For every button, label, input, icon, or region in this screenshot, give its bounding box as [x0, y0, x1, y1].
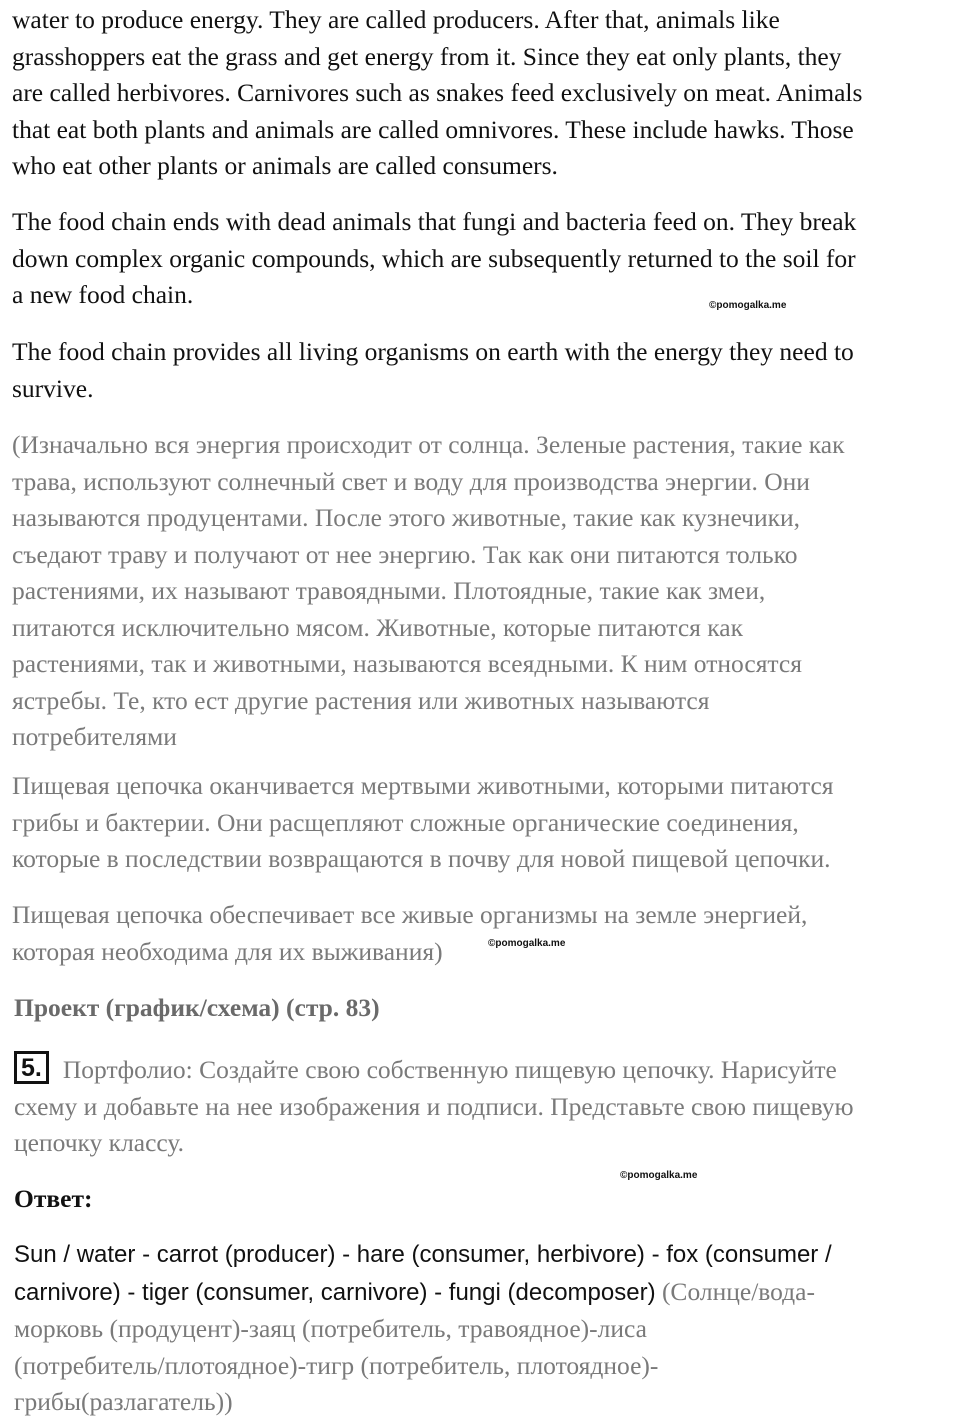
- text-line: Пищевая цепочка оканчивается мертвыми животными, которыми питаются: [12, 771, 834, 800]
- text-line: растениями, их называют травоядными. Плотоядные, такие как змеи,: [12, 576, 766, 605]
- russian-paragraph-3: [12, 897, 807, 970]
- english-paragraph-2: [12, 204, 856, 314]
- text-line: water to produce energy. They are called producers. After that, animals like: [12, 5, 780, 34]
- text-line: grasshoppers eat the grass and get energy from it. Since they eat only plants, they: [12, 41, 842, 71]
- answer-line: (потребитель/плотоядное)-тигр (потребитель, плотоядное)-: [14, 1350, 659, 1380]
- task-line: цепочку классу.: [14, 1128, 184, 1157]
- watermark: ©pomogalka.me: [620, 1170, 698, 1181]
- task-line: [14, 1051, 854, 1089]
- text-line: которая необходима для их выживания): [12, 936, 443, 966]
- answer-line: грибы(разлагатель)): [14, 1387, 233, 1416]
- answer-block: [14, 1236, 944, 1421]
- text-line: съедают траву и получают от нее энергию. Так как они питаются только: [12, 539, 798, 569]
- text-line: которые в последствии возвращаются в почву для новой пищевой цепочки.: [12, 844, 831, 873]
- project-heading: Проект (график/схема) (стр. 83): [14, 993, 380, 1022]
- answer-line: [14, 1273, 944, 1311]
- text-line: грибы и бактерии. Они расщепляют сложные органические соединения,: [12, 807, 799, 837]
- text-line: (Изначально вся энергия происходит от солнца. Зеленые растения, такие как: [12, 430, 845, 459]
- text-line: ястребы. Те, кто ест другие растения или животных называются: [12, 685, 710, 715]
- text-line: The food chain ends with dead animals that fungi and bacteria feed on. They break: [12, 207, 857, 236]
- watermark: ©pomogalka.me: [709, 300, 787, 311]
- task-text: Портфолио: Создайте свою собственную пищевую цепочку. Нарисуйте: [62, 1055, 837, 1084]
- watermark: ©pomogalka.me: [488, 938, 566, 949]
- task-number-badge: 5.: [14, 1051, 49, 1084]
- task-5: [14, 1051, 854, 1162]
- text-line: трава, используют солнечный свет и воду для производства энергии. Они: [12, 466, 810, 496]
- russian-paragraph-2: [12, 768, 834, 878]
- text-line: who eat other plants or animals are called consumers.: [12, 151, 558, 180]
- answer-line: Sun / water - carrot (producer) - hare (consumer, herbivore) - fox (consumer /: [14, 1241, 832, 1268]
- answer-line: морковь (продуцент)-заяц (потребитель, травоядное)-лиса: [14, 1314, 647, 1343]
- text-line: растениями, так и животными, называются всеядными. К ним относятся: [12, 649, 802, 678]
- text-line: Пищевая цепочка обеспечивает все живые организмы на земле энергией,: [12, 900, 808, 929]
- answer-label: Ответ:: [14, 1184, 93, 1213]
- english-paragraph-3: [12, 334, 854, 407]
- text-line: потребителями: [12, 722, 177, 751]
- text-line: that eat both plants and animals are called omnivores. These include hawks. Those: [12, 114, 854, 144]
- text-line: down complex organic compounds, which are subsequently returned to the soil for: [12, 243, 856, 273]
- english-paragraph-1: [12, 2, 862, 185]
- text-line: The food chain provides all living organisms on earth with the energy they need to: [12, 337, 854, 366]
- text-line: survive.: [12, 373, 94, 403]
- answer-ru-text: (Солнце/вода-: [655, 1277, 815, 1306]
- text-line: называются продуцентами. После этого животные, такие как кузнечики,: [12, 503, 801, 532]
- text-line: are called herbivores. Carnivores such as snakes feed exclusively on meat. Animals: [12, 78, 863, 107]
- task-line: схему и добавьте на нее изображения и подписи. Представьте свою пищевую: [14, 1091, 854, 1121]
- answer-en-text: carnivore) - tiger (consumer, carnivore) - fungi (decomposer): [14, 1279, 656, 1306]
- russian-paragraph-1: [12, 427, 845, 756]
- text-line: a new food chain.: [12, 280, 194, 309]
- text-line: питаются исключительно мясом. Животные, которые питаются как: [12, 612, 743, 642]
